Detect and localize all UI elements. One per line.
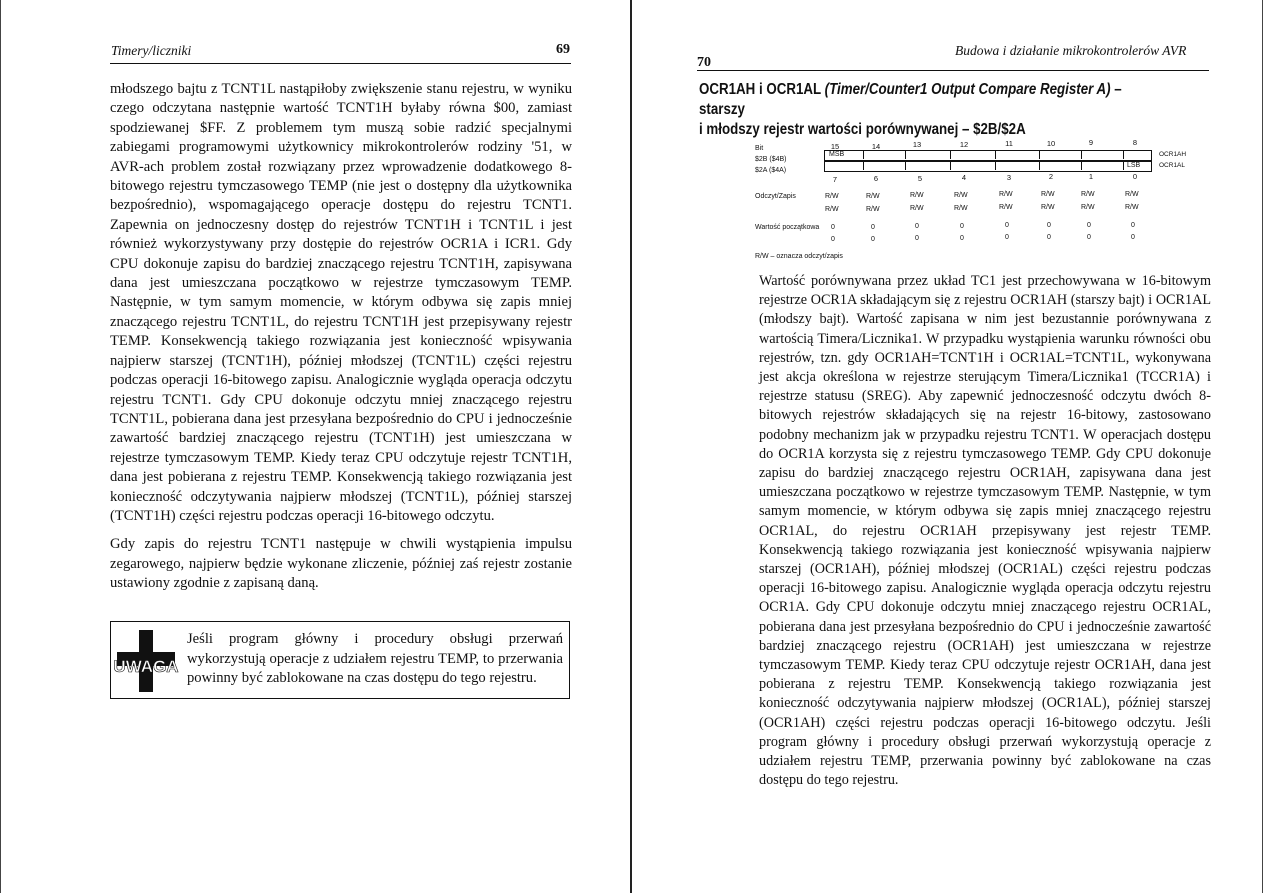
header-rule bbox=[110, 63, 571, 64]
right-page bbox=[633, 0, 1263, 893]
paragraph: Wartość porównywana przez układ TC1 jest przechowywana w 16-bitowym rejestrze OCR1A składającym się z rejestru OCR1AH (starszy bajt) i OCR1AL (młodszy bajt). Wartość zapisana w nim jest bezustannie porównywana z wartością Timera/Licznika1. W przypadku wystąpienia warunku równości obu rejestrów, tzn. gdy OCR1AH=TCNT1H i OCR1AL=TCNT1L, wykonywana jest akcja określona w rejestrze sterującym Timera/Licznika1 (TCCR1A) i rejestrze statusu (SREG). Aby zapewnić jednoczesność odczytu dwóch 8-bitowych rejestrów składających się na rejestr 16-bitowy, zastosowano podobny mechanizm jak w przypadku rejestru TCNT1. W operacjach dostępu do OCR1A korzysta się z rejestru tymczasowego TEMP. Gdy CPU dokonuje zapisu do bardziej znaczącego rejestru OCR1AH, zapisywana dana jest umieszczana początkowo w rejestrze tymczasowym TEMP. Następnie, w tym samym momencie, w którym odbywa się zapis mniej znaczącego rejestru OCR1AL, do rejestru OCR1AH przepisywany jest rejestr TEMP. Konsekwencją takiego rozwiązania jest konieczność wpisywania najpierw starszej (OCR1AH), później młodszej (OCR1AL) części rejestru podczas operacji 16-bitowego zapisu. Analogicznie wygląda operacja odczytu rejestru OCR1A. Gdy CPU dokonuje odczytu mniej znaczącego rejestru OCR1AL, pobierana dana jest przesyłana bezpośrednio do CPU i jednocześnie zawartość bardziej znaczącego rejestru (OCR1AH) jest umieszczana w rejestrze tymczasowym TEMP. Kiedy teraz CPU odczytuje rejestr OCR1AH, dana jest pobierana z rejestru TEMP. Konsekwencją takiego rozwiązania jest konieczność odczytywania najpierw młodszej (OCR1AL), później starszej (OCR1AH) części rejestru podczas operacji 16-bitowego odczytu. Jeśli program główny i procedury obsługi przerwań wykorzystują operacje z udziałem rejestru TEMP, przerwania powinny być zablokowane na czas dostępu do tego rejestru. bbox=[759, 273, 1211, 789]
running-header: Timery/liczniki bbox=[111, 43, 192, 58]
page-number: 70 bbox=[697, 55, 711, 70]
page-gutter bbox=[630, 0, 632, 893]
register-legend: R/W – oznacza odczyt/zapis bbox=[755, 253, 843, 260]
header-rule bbox=[697, 70, 1209, 71]
paragraph: Gdy zapis do rejestru TCNT1 następuje w chwili wystąpienia impulsu zegarowego, najpierw będzie wykonane zliczenie, później zaś rejestr zostanie ustawiony zgodnie z zapisaną daną. bbox=[110, 536, 572, 592]
section-title: OCR1AH i OCR1AL (Timer/Counter1 Output Compare Register A) – starszy i młodszy rejestr wartości porównywanej – $2B/$2A bbox=[699, 81, 1122, 138]
uwaga-logo-icon bbox=[113, 630, 179, 692]
body-text bbox=[759, 272, 1211, 790]
body-text bbox=[110, 80, 572, 594]
logo-text: UWAGA bbox=[113, 657, 179, 676]
note-text: Jeśli program główny i procedury obsługi przerwań wykorzystują operacje z udziałem rejestru TEMP, to przerwania powinny być zablokowane na czas dostępu do tego rejestru. bbox=[187, 631, 563, 687]
running-header: Budowa i działanie mikrokontrolerów AVR bbox=[955, 43, 1187, 58]
page-number: 69 bbox=[556, 42, 570, 57]
left-page bbox=[0, 0, 630, 893]
paragraph: młodszego bajtu z TCNT1L nastąpiłoby zwiększenie stanu rejestru, w wyniku czego odczytana następnie wartość TCNT1H byłaby równa $00, zamiast spodziewanej $FF. Z problemem tym muszą sobie radzić specjalnymi zabiegami programowymi użytkownicy mikrokontrolerów rodziny '51, w AVR-ach problem został rozwiązany przez wprowadzenie dodatkowego 8-bitowego rejestru tymczasowego TEMP (nie jest o dostępny dla użytkownika bezpośrednio), wspomagającego operacje dostępu do rejestru TCNT1. Zapewnia on jednoczesny dostęp do rejestrów TCNT1H i TCNT1L i jest również wykorzystywany przy dostępie do rejestrów OCR1A i ICR1. Gdy CPU dokonuje zapisu do bardziej znaczącego rejestru TCNT1H, zapisywana dana jest umieszczana początkowo w rejestrze tymczasowym TEMP. Następnie, w tym samym momencie, w którym odbywa się zapis mniej znaczącego rejestru TCNT1L, do rejestru TCNT1H jest przepisywany rejestr TEMP. Konsekwencją takiego rozwiązania jest konieczność wpisywania najpierw starszej (TCNT1H), później młodszej (TCNT1L) części rejestru podczas operacji 16-bitowego zapisu. Analogicznie wygląda operacja odczytu rejestru TCNT1. Gdy CPU dokonuje odczytu mniej znaczącego rejestru TCNT1L, pobierana dana jest przesyłana bezpośrednio do CPU i jednocześnie zawartość bardziej znaczącego rejestru (TCNT1H) jest umieszczana w rejestrze tymczasowym TEMP. Kiedy teraz CPU odczytuje rejestr TCNT1H, dana jest pobierana z rejestru TEMP. Konsekwencją takiego rozwiązania jest konieczność odczytywania najpierw młodszej (TCNT1L), później starszej (TCNT1H) części rejestru podczas operacji 16-bitowego odczytu. bbox=[110, 81, 572, 524]
warning-note bbox=[110, 621, 570, 699]
register-table: Bit 15 14 13 12 11 10 9 8 $2B ($4B) $2A ($4A) MSB LSB OCR1AH OCR1AL 7 6 5 4 3 2 1 0 Odczyt/Zapis R/W R/W R/W R/W R/W R/W R/W R/W R/W R/W R/W R/W R/W R/W R/W R/W Wartość początkowa 0 0 0 0 0 0 0 0 0 0 0 0 0 0 0 0 R/W – oznacza odczyt/zapis bbox=[755, 138, 1187, 260]
